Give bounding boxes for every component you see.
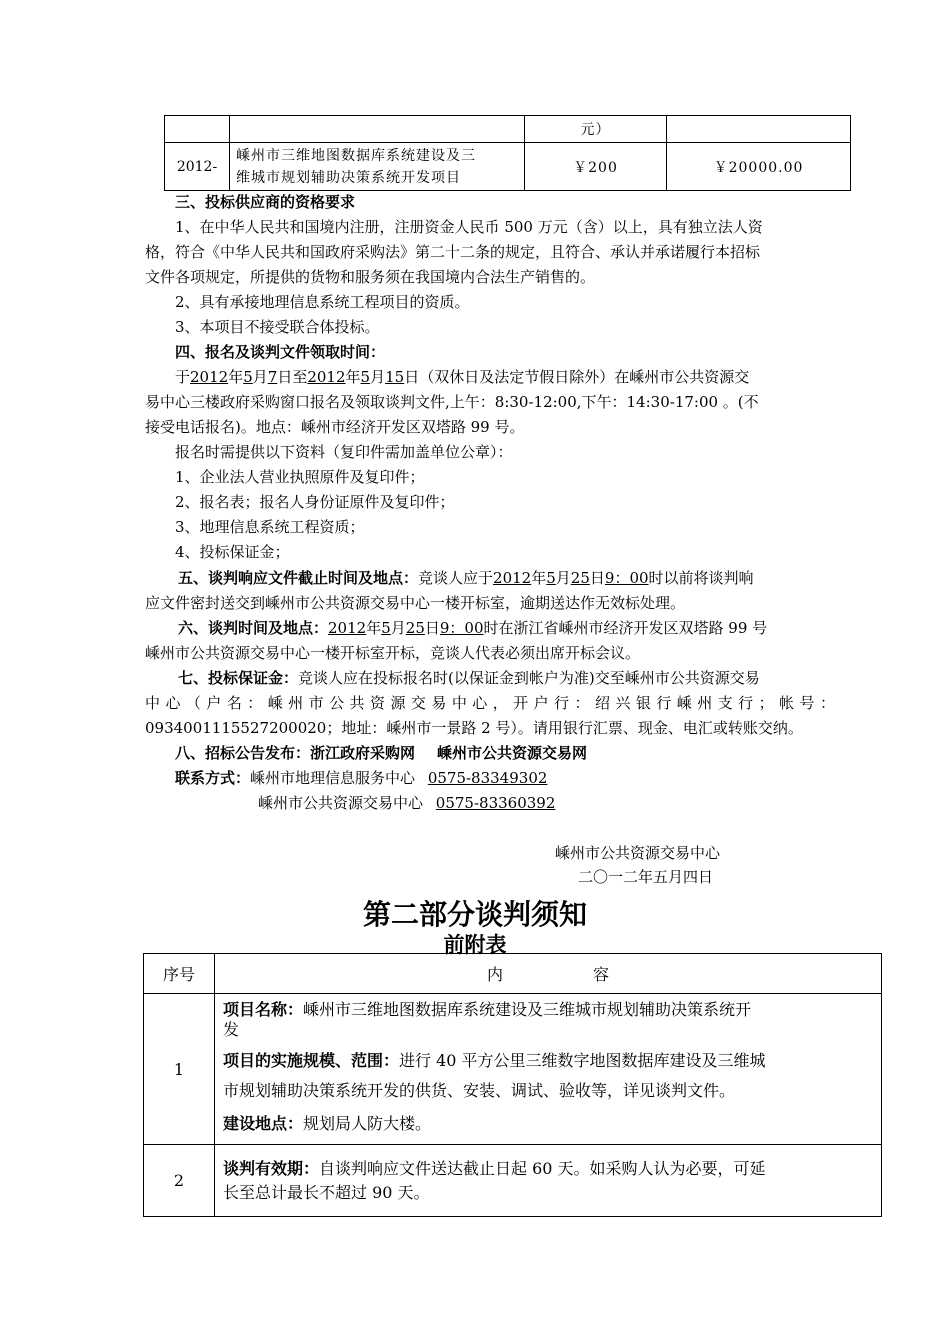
table-cell: 元）	[525, 116, 667, 143]
row-number: 2	[144, 1145, 215, 1217]
contact-line-1: 联系方式：嵊州市地理信息服务中心 0575-83349302	[175, 769, 548, 787]
registration-period-line: 于2012年5月7日至2012年5月15日（双休日及法定节假日除外）在嵊州市公共资源交	[175, 368, 750, 386]
project-name-cell	[230, 143, 525, 191]
contact-line-2: 嵊州市公共资源交易中心 0575-83360392	[258, 794, 556, 812]
paragraph-line: 格，符合《中华人民共和国政府采购法》第二十二条的规定，且符合、承认并承诺履行本招标	[145, 243, 761, 261]
validity-field: 谈判有效期：自谈判响应文件送达截止日起 60 天。如采购人认为必要，可延	[223, 1158, 766, 1178]
part2-title: 第二部分谈判须知	[362, 898, 587, 931]
signature-org: 嵊州市公共资源交易中心	[555, 844, 721, 862]
paragraph-line: 2、具有承接地理信息系统工程项目的资质。	[175, 293, 470, 311]
paragraph-line: 嵊州市公共资源交易中心一楼开标室开标，竞谈人代表必须出席开标会议。	[145, 644, 641, 662]
paragraph-line: 3、本项目不接受联合体投标。	[175, 318, 380, 336]
project-name-line: 嵊州市三维地图数据库系统建设及三	[236, 147, 476, 164]
table-row	[165, 116, 851, 143]
project-name-continued: 发	[223, 1019, 240, 1039]
paragraph-line: 应文件密封送交到嵊州市公共资源交易中心一楼开标室，逾期送达作无效标处理。	[145, 594, 686, 612]
row-number: 1	[144, 994, 215, 1145]
negotiation-time-line: 六、谈判时间及地点：2012年5月25日9：00时在浙江省嵊州市经济开发区双塔路 99 号	[178, 619, 768, 637]
table-row	[165, 143, 851, 191]
project-fee-table	[164, 115, 851, 191]
paragraph-line: 1、在中华人民共和国境内注册，注册资金人民币 500 万元（含）以上，具有独立法人资	[175, 218, 763, 236]
front-attached-table	[143, 953, 882, 1217]
project-code: 2012-	[165, 143, 230, 191]
paragraph-line: 易中心三楼政府采购窗口报名及领取谈判文件,上午：8:30-12:00,下午：14:30-17:00 。(不	[145, 393, 759, 411]
paragraph-line: 中心（户名：嵊州市公共资源交易中心，开户行：绍兴银行嵊州支行；帐号：	[145, 694, 835, 712]
table-row	[144, 994, 882, 1145]
announcement-line: 八、招标公告发布：浙江政府采购网 嵊州市公共资源交易网	[175, 744, 588, 762]
paragraph-line: 接受电话报名)。地点：嵊州市经济开发区双塔路 99 号。	[145, 418, 525, 436]
paragraph-line: 0934001115527200020；地址：嵊州市一景路 2 号）。请用银行汇票、现金、电汇或转账交纳。	[145, 719, 803, 737]
validity-continued: 长至总计最长不超过 90 天。	[223, 1182, 430, 1202]
scope-continued: 市规划辅助决策系统开发的供货、安装、调试、验收等，详见谈判文件。	[223, 1080, 736, 1100]
table-row	[144, 1145, 882, 1217]
site-field: 建设地点：规划局人防大楼。	[223, 1113, 432, 1133]
list-item: 4、投标保证金；	[175, 543, 290, 561]
scope-field: 项目的实施规模、范围：进行 40 平方公里三维数字地图数据库建设及三维城	[223, 1050, 766, 1070]
project-name-line: 维城市规划辅助决策系统开发项目	[236, 169, 461, 186]
deadline-line: 五、谈判响应文件截止时间及地点：竞谈人应于2012年5月25日9：00时以前将谈判响	[178, 569, 754, 587]
project-name-field: 项目名称：嵊州市三维地图数据库系统建设及三维城市规划辅助决策系统开	[223, 999, 752, 1019]
document-fee: ￥200	[525, 143, 667, 191]
list-item: 2、报名表；报名人身份证原件及复印件；	[175, 493, 455, 511]
part2-subtitle: 前附表	[443, 932, 507, 957]
header-content: 内 容	[215, 954, 882, 994]
section3-heading: 三、投标供应商的资格要求	[175, 193, 356, 211]
section4-heading: 四、报名及谈判文件领取时间：	[175, 343, 386, 361]
table-header-row	[144, 954, 882, 994]
list-item: 3、地理信息系统工程资质；	[175, 518, 365, 536]
header-no: 序号	[144, 954, 215, 994]
list-item: 1、企业法人营业执照原件及复印件；	[175, 468, 425, 486]
phone-number: 0575-83349302	[427, 769, 548, 787]
row-content	[215, 1145, 882, 1217]
deposit-amount: ￥20000.00	[667, 143, 851, 191]
signature-date: 二〇一二年五月四日	[578, 868, 714, 886]
phone-number: 0575-83360392	[435, 794, 556, 812]
row-content	[215, 994, 882, 1145]
paragraph-line: 文件各项规定，所提供的货物和服务须在我国境内合法生产销售的。	[145, 268, 596, 286]
deposit-line: 七、投标保证金：竞谈人应在投标报名时(以保证金到帐户为准)交至嵊州市公共资源交易	[178, 669, 760, 687]
materials-intro: 报名时需提供以下资料（复印件需加盖单位公章）：	[175, 443, 513, 461]
